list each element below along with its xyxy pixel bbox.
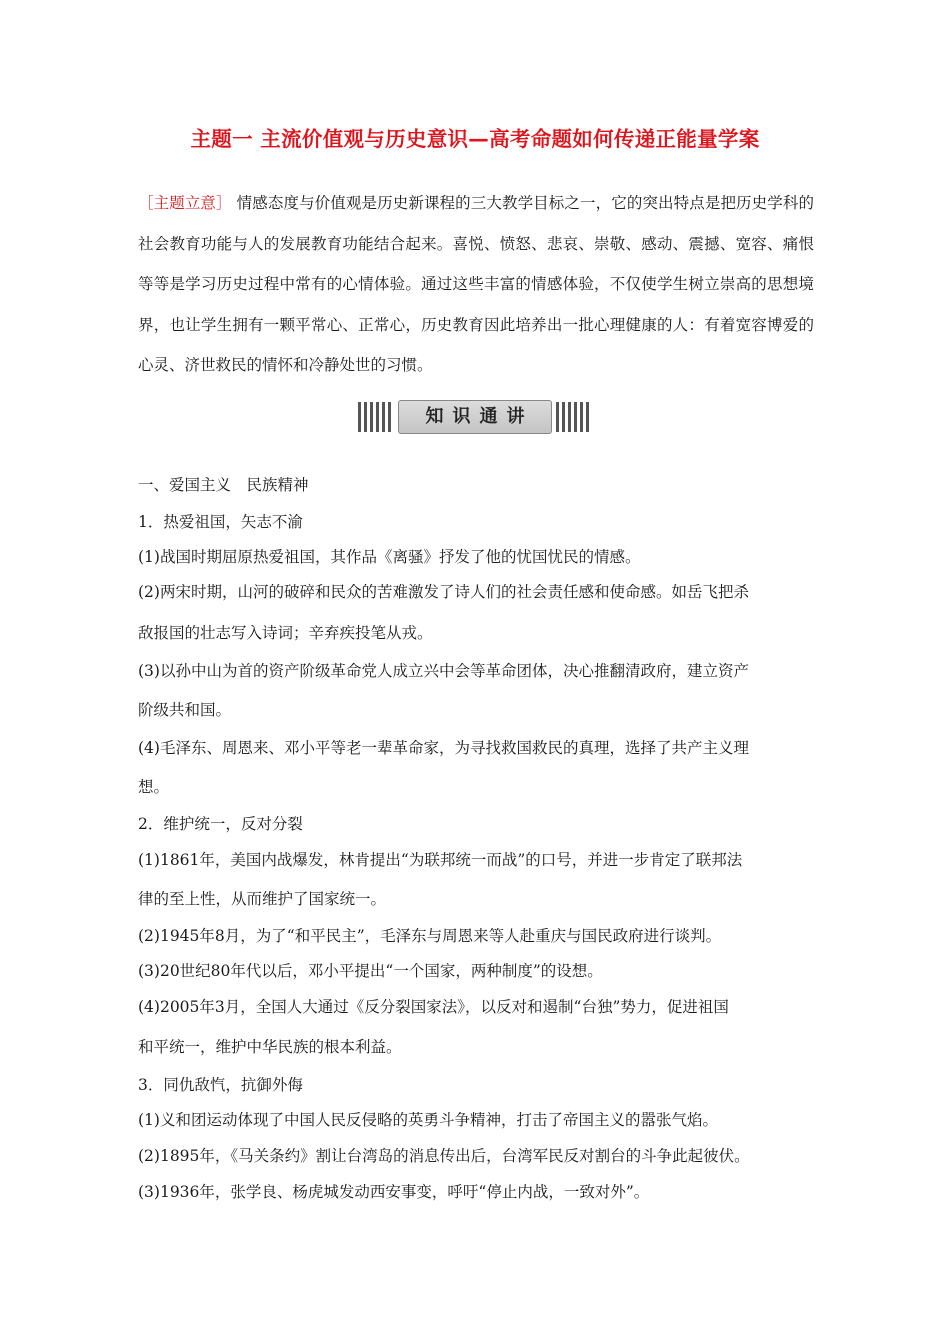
body-line: (1)战国时期屈原热爱祖国，其作品《离骚》抒发了他的忧国忧民的情感。 xyxy=(138,548,641,566)
subheading-line: 2．维护统一，反对分裂 xyxy=(138,815,303,833)
banner-right-stripes xyxy=(556,402,592,432)
subheading-line: 1．热爱祖国，矢志不渝 xyxy=(138,513,303,531)
body-line: (3)20世纪80年代以后，邓小平提出“一个国家，两种制度”的设想。 xyxy=(138,962,603,980)
banner-label: 知识通讲 xyxy=(425,406,534,427)
body-line: (4)毛泽东、周恩来、邓小平等老一辈革命家，为寻找救国救民的真理，选择了共产主义理 xyxy=(138,739,749,757)
theme-intro-text: 情感态度与价值观是历史新课程的三大教学目标之一，它的突出特点是把历史学科的社会教育功能与人的发展教育功能结合起来。喜悦、愤怒、悲哀、崇敬、感动、震撼、宽容、痛恨等等是学习历史过程中常有的心情体验。通过这些丰富的情感体验，不仅使学生树立崇高的思想境界，也让学生拥有一颗平常心、正常心，历史教育因此培养出一批心理健康的人：有着宽容博爱的心灵、济世救民的情怀和冷静处世的习惯。 xyxy=(138,194,814,374)
section-banner xyxy=(358,400,592,434)
heading-line: 一、爱国主义 民族精神 xyxy=(138,476,309,494)
body-line: (2)1945年8月，为了“和平民主”，毛泽东与周恩来等人赴重庆与国民政府进行谈判。 xyxy=(138,927,722,945)
theme-tag: ［主题立意］ xyxy=(138,194,232,212)
body-line: (1)义和团运动体现了中国人民反侵略的英勇斗争精神，打击了帝国主义的嚣张气焰。 xyxy=(138,1111,718,1129)
document-title: 主题一 主流价值观与历史意识—高考命题如何传递正能量学案 xyxy=(190,127,760,151)
body-line: 想。 xyxy=(138,778,170,796)
body-line: (3)以孙中山为首的资产阶级革命党人成立兴中会等革命团体，决心推翻清政府，建立资产 xyxy=(138,662,749,680)
body-line: (3)1936年，张学良、杨虎城发动西安事变，呼吁“停止内战，一致对外”。 xyxy=(138,1183,650,1201)
body-line: (4)2005年3月，全国人大通过《反分裂国家法》，以反对和遏制“台独”势力，促进祖国 xyxy=(138,998,729,1016)
body-line: (2)1895年，《马关条约》割让台湾岛的消息传出后，台湾军民反对割台的斗争此起彼伏。 xyxy=(138,1147,750,1165)
body-line: 阶级共和国。 xyxy=(138,701,232,719)
banner-left-stripes xyxy=(358,402,394,432)
body-line: 律的至上性，从而维护了国家统一。 xyxy=(138,890,387,908)
theme-intro-paragraph xyxy=(138,183,814,386)
body-line: (1)1861年，美国内战爆发，林肯提出“为联邦统一而战”的口号，并进一步肯定了联邦法 xyxy=(138,851,743,869)
body-line: (2)两宋时期，山河的破碎和民众的苦难激发了诗人们的社会责任感和使命感。如岳飞把杀 xyxy=(138,583,749,601)
banner-box xyxy=(398,400,552,434)
subheading-line: 3．同仇敌忾，抗御外侮 xyxy=(138,1076,303,1094)
body-line: 敌报国的壮志写入诗词；辛弃疾投笔从戎。 xyxy=(138,624,433,642)
body-line: 和平统一，维护中华民族的根本利益。 xyxy=(138,1038,402,1056)
